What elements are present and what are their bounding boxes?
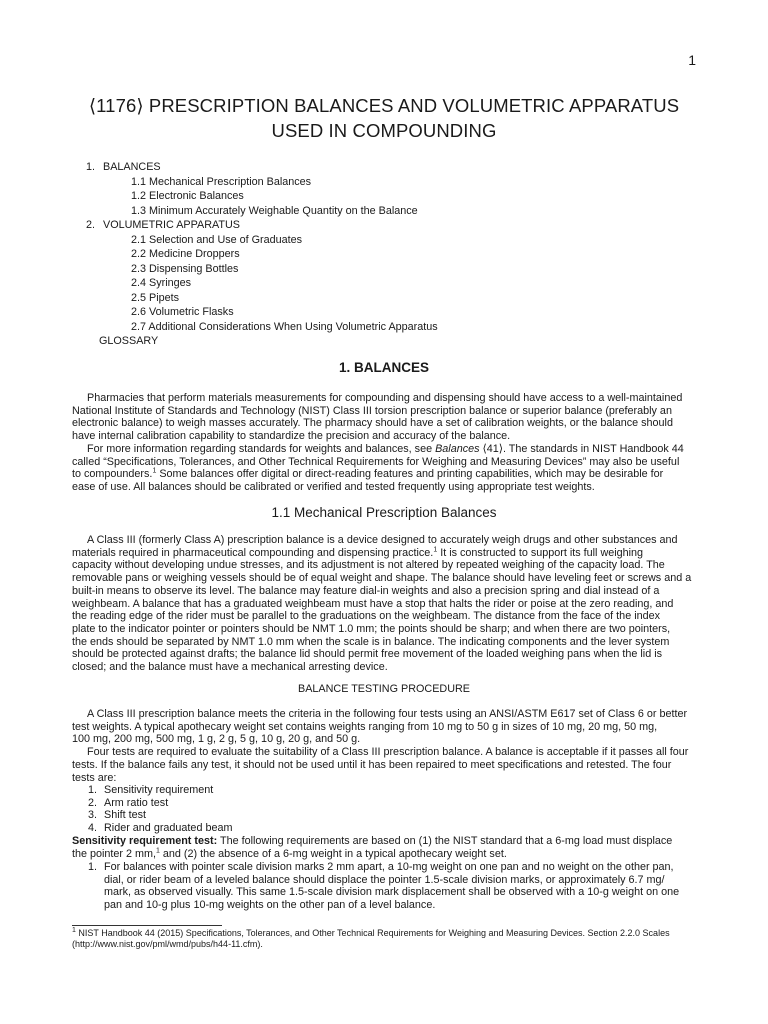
toc-item: 2.2 Medicine Droppers — [131, 248, 240, 260]
text-line: called “Specifications, Tolerances, and Other Technical Requirements for Weighing and Measuring Devices” may also be useful — [72, 455, 680, 468]
text-span: the pointer 2 mm, — [72, 847, 157, 860]
balances-intro-paragraph — [72, 392, 700, 494]
footnote — [72, 928, 670, 950]
toc-item: 2.7 Additional Considerations When Using Volumetric Apparatus — [131, 320, 438, 333]
list-label: Rider and graduated beam — [104, 822, 233, 835]
toc-section-number: 1. — [86, 161, 96, 173]
list-number: 2. — [88, 796, 98, 809]
toc-item: 2.5 Pipets — [131, 291, 180, 304]
text-line: A Class III (formerly Class A) prescription balance is a device designed to accurately weigh drugs and other substances and — [87, 534, 678, 546]
toc-section-number: 2. — [86, 219, 96, 231]
text-span: ⟨41⟩. The standards in NIST Handbook 44 — [479, 442, 684, 455]
list-number: 3. — [88, 809, 98, 822]
section-heading-balances: 1. BALANCES — [338, 360, 429, 375]
text-line: dial, or rider beam of a leveled balance should displace the pointer 1.5-scale division marks, or approximately 6.7 mg/ — [104, 873, 665, 886]
text-line: tests are: — [72, 771, 117, 784]
text-line: National Institute of Standards and Technology (NIST) Class III torsion prescription balance or superior balance (preferably an — [72, 404, 672, 417]
toc-section-label: BALANCES — [103, 161, 161, 173]
text-line: tests. If the balance fails any test, it should not be used until it has been repaired to meet specifications and retested. The four — [72, 758, 672, 771]
title-line-2: USED IN COMPOUNDING — [271, 120, 497, 141]
text-span: It is constructed to support its full weighing — [437, 546, 644, 559]
footnote-marker: 1 — [72, 927, 76, 934]
text-line: 100 mg, 200 mg, 500 mg, 1 g, 2 g, 5 g, 10 g, 20 g, and 50 g. — [72, 733, 361, 746]
toc-section-2 — [86, 218, 438, 233]
text-line — [72, 443, 700, 456]
list-number: 1. — [88, 861, 98, 873]
list-item — [88, 784, 232, 797]
section-heading-mechanical-balances: 1.1 Mechanical Prescription Balances — [271, 505, 497, 520]
text-span: materials required in pharmaceutical compounding and dispensing practice. — [72, 546, 434, 559]
sensitivity-list-item — [88, 861, 679, 912]
toc-item: 2.3 Dispensing Bottles — [131, 262, 239, 275]
text-line: have internal calibration capability to standardize the precision and accuracy of the balance. — [72, 430, 511, 443]
text-line: ease of use. All balances should be calibrated or verified and tested frequently using appropriate test weights. — [72, 480, 595, 493]
footnote-marker: 1 — [152, 467, 157, 475]
text-line: removable pans or weighing vessels should be of equal weight and shape. The balance should have leveling feet or screws and a — [72, 572, 692, 585]
text-line: built-in means to observe its level. The balance may feature dial-in weights and also a precision spring and dial instead of a — [72, 584, 660, 597]
text-line: Pharmacies that perform materials measurements for compounding and dispensing should have access to a well-maintained — [87, 392, 683, 404]
text-line: test weights. A typical apothecary weight set contains weights ranging from 10 mg to 50 g in sizes of 10 mg, 20 mg, 50 mg, — [72, 720, 658, 733]
list-number: 4. — [88, 822, 98, 835]
mechanical-balances-paragraph — [72, 534, 700, 674]
list-label: Shift test — [104, 809, 147, 822]
list-item — [88, 809, 232, 822]
testing-paragraph — [72, 708, 700, 784]
text-line: should be protected against drafts; the balance lid should permit free movement of the loaded weighing pans when the lid is — [72, 648, 662, 661]
text-span: For balances with pointer scale division marks 2 mm apart, a 10-mg weight on one pan and no weight on the other pan, — [104, 861, 674, 873]
toc-item: 2.4 Syringes — [131, 277, 192, 289]
text-line: plate to the indicator pointer or pointers should be NMT 1.0 mm; the points should be sharp; and when there are two pointers, — [72, 622, 671, 635]
text-line: Four tests are required to evaluate the suitability of a Class III prescription balance. A balance is acceptable if it passes all four — [87, 746, 689, 759]
list-item — [88, 797, 232, 810]
text-span: Some balances offer digital or direct-reading features and printing capabilities, which may be desirable for — [156, 468, 664, 481]
text-line: closed; and the balance must have a mechanical arresting device. — [72, 661, 388, 674]
toc-item: 2.6 Volumetric Flasks — [131, 306, 234, 318]
list-item — [88, 822, 232, 835]
footnote-line — [72, 928, 670, 939]
text-span: NIST Handbook 44 (2015) Specifications, Tolerances, and Other Technical Requirements for Weighing and Measuring Devices. Section 2.2.0 Scales — [75, 928, 670, 938]
title-line-1: ⟨1176⟩ PRESCRIPTION BALANCES AND VOLUMETRIC APPARATUS — [88, 95, 680, 116]
footnote-url[interactable]: (http://www.nist.gov/pml/wmd/pubs/h44-11.cfm). — [72, 939, 263, 949]
text-line: electronic balance) to weigh masses accurately. The pharmacy should have a set of calibration weights, or the balance should — [72, 417, 673, 430]
toc-section-1 — [86, 160, 438, 175]
document-title — [0, 93, 768, 143]
text-span: The following requirements are based on (1) the NIST standard that a 6-mg load must displace — [217, 835, 673, 847]
text-span: to compounders. — [72, 468, 153, 481]
text-line — [72, 468, 700, 481]
footnote-marker: 1 — [433, 546, 438, 554]
text-line: A Class III prescription balance meets the criteria in the following four tests using an ANSI/ASTM E617 set of Class 6 or better — [87, 708, 688, 720]
list-number: 1. — [88, 784, 98, 796]
tests-list — [88, 784, 232, 835]
text-line: the reading edge of the rider must be parallel to the graduations on the weighbeam. The distance from the face of the index — [72, 610, 661, 623]
footnote-marker: 1 — [156, 847, 160, 855]
toc-item: 1.1 Mechanical Prescription Balances — [131, 175, 312, 188]
list-label: Sensitivity requirement — [104, 784, 214, 796]
chapter-reference: Balances — [435, 442, 480, 455]
run-in-heading: Sensitivity requirement test: — [72, 835, 218, 847]
text-span: For more information regarding standards for weights and balances, see — [87, 442, 436, 455]
subheading-balance-testing: BALANCE TESTING PROCEDURE — [298, 683, 470, 695]
toc-item: 1.2 Electronic Balances — [131, 190, 244, 202]
text-line — [72, 835, 700, 848]
text-line — [72, 848, 700, 861]
page-number: 1 — [688, 52, 696, 68]
text-line: weighbeam. A balance that has a graduated weighbeam must have a stop that halts the rider or poise at the zero reading, and — [72, 597, 674, 610]
text-line: capacity without developing undue stresses, and its adjustment is not altered by repeated weighing of the capacity load. The — [72, 559, 665, 572]
footnote-divider — [72, 925, 222, 926]
text-line: mark, as observed visually. This same 1.5-scale division mark displacement shall be observed with a 10-g weight on one — [104, 886, 680, 899]
sensitivity-paragraph — [72, 835, 700, 860]
table-of-contents — [86, 160, 438, 349]
toc-item: 1.3 Minimum Accurately Weighable Quantity on the Balance — [131, 204, 418, 217]
toc-item: 2.1 Selection and Use of Graduates — [131, 233, 303, 246]
text-span: and (2) the absence of a 6-mg weight in a typical apothecary weight set. — [159, 847, 507, 860]
text-line — [88, 861, 679, 874]
text-line: the ends should be separated by NMT 1.0 mm when the scale is in balance. The indicating components and the lever system — [72, 635, 670, 648]
toc-section-label: VOLUMETRIC APPARATUS — [103, 219, 240, 231]
text-line: pan and 10-g plus 10-mg weights on the other pan of a level balance. — [104, 899, 436, 912]
text-line — [72, 547, 700, 560]
toc-glossary: GLOSSARY — [99, 335, 159, 347]
list-label: Arm ratio test — [104, 796, 169, 809]
